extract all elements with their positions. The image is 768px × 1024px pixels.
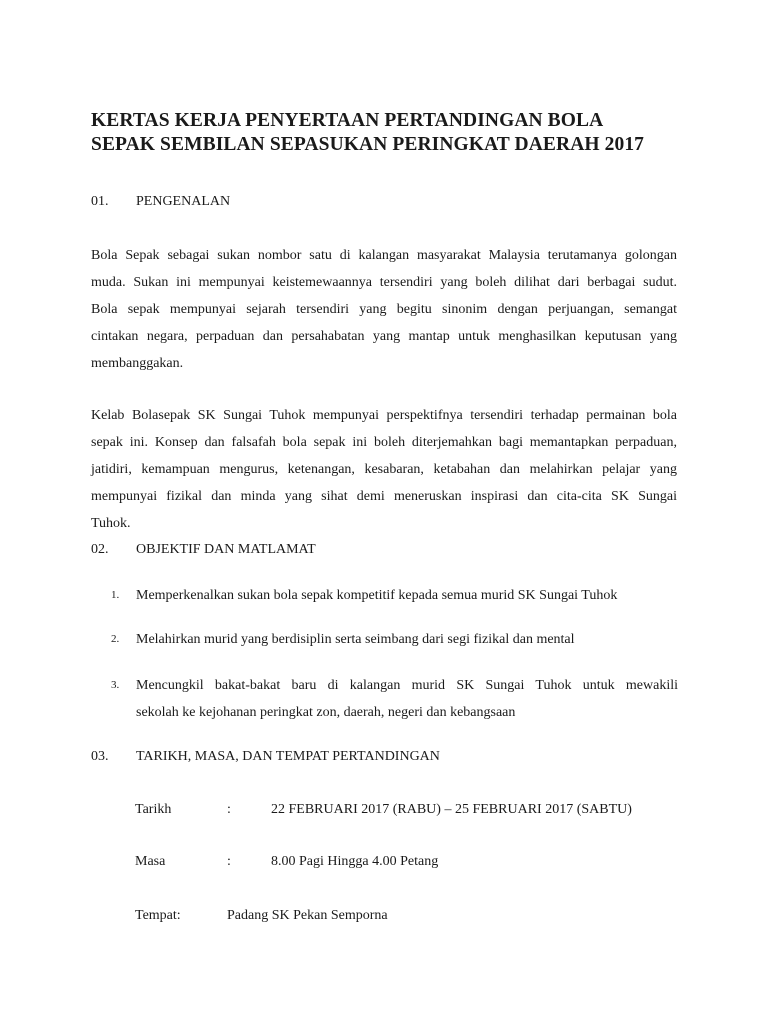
list-marker: 3.: [111, 679, 120, 691]
list-marker: 1.: [111, 589, 120, 601]
title-line-2: SEPAK SEMBILAN SEPASUKAN PERINGKAT DAERAH 2017: [91, 134, 645, 155]
section-3-heading: [91, 747, 440, 767]
paragraph-line: membanggakan.: [91, 356, 184, 371]
masa-value: 8.00 Pagi Hingga 4.00 Petang: [271, 854, 439, 869]
tarikh-value: 22 FEBRUARI 2017 (RABU) – 25 FEBRUARI 2017 (SABTU): [271, 802, 632, 817]
paragraph-line: Tuhok.: [91, 516, 131, 531]
tarikh-label: Tarikh: [135, 802, 172, 817]
list-marker: 2.: [111, 633, 120, 645]
tempat-value: Padang SK Pekan Semporna: [227, 908, 388, 923]
paragraph-line: Kelab Bolasepak SK Sungai Tuhok mempunyai perspektifnya tersendiri terhadap permainan bola: [91, 408, 677, 423]
section-1-heading: [91, 192, 230, 212]
list-item-line: Mencungkil bakat-bakat baru di kalangan murid SK Sungai Tuhok untuk mewakili: [136, 678, 678, 693]
tempat-label: Tempat:: [135, 908, 181, 923]
title-line-1: KERTAS KERJA PENYERTAAN PERTANDINGAN BOLA: [91, 110, 604, 131]
section-1-title: PENGENALAN: [136, 194, 231, 209]
section-2-heading: [91, 540, 316, 560]
paragraph-line: cintakan negara, perpaduan dan persahabatan yang mantap untuk menghasilkan keputusan yang: [91, 329, 677, 344]
list-item-line: Memperkenalkan sukan bola sepak kompetitif kepada semua murid SK Sungai Tuhok: [136, 588, 618, 603]
paragraph-line: Bola sepak mempunyai sejarah tersendiri yang begitu sinonim dengan perjuangan, semangat: [91, 302, 677, 317]
tarikh-colon: :: [227, 802, 231, 817]
section-3-number: 03.: [91, 749, 109, 764]
paragraph-line: muda. Sukan ini mempunyai keistemewaannya tersendiri yang boleh dilihat dari berbagai sudut.: [91, 275, 677, 290]
list-item-line: Melahirkan murid yang berdisiplin serta seimbang dari segi fizikal dan mental: [136, 632, 575, 647]
masa-label: Masa: [135, 854, 166, 869]
paragraph-line: jatidiri, kemampuan mengurus, ketenangan, kesabaran, ketabahan dan melahirkan pelajar yang: [91, 462, 677, 477]
document-title: [91, 109, 691, 157]
section-1-number: 01.: [91, 194, 109, 209]
masa-colon: :: [227, 854, 231, 869]
list-item-text: [136, 672, 678, 726]
list-item-text: [136, 582, 678, 609]
section-1-paragraph-2: [91, 402, 677, 537]
paragraph-line: mempunyai fizikal dan minda yang sihat demi meneruskan inspirasi dan cita-cita SK Sungai: [91, 489, 677, 504]
section-2-title: OBJEKTIF DAN MATLAMAT: [136, 542, 316, 557]
section-1-paragraph-1: [91, 242, 677, 377]
section-3-title: TARIKH, MASA, DAN TEMPAT PERTANDINGAN: [136, 749, 440, 764]
paragraph-line: Bola Sepak sebagai sukan nombor satu di kalangan masyarakat Malaysia terutamanya golongan: [91, 248, 677, 263]
section-2-number: 02.: [91, 542, 109, 557]
list-item-line: sekolah ke kejohanan peringkat zon, daerah, negeri dan kebangsaan: [136, 705, 516, 720]
paragraph-line: sepak ini. Konsep dan falsafah bola sepak ini boleh diterjemahkan bagi memantapkan perpaduan,: [91, 435, 677, 450]
list-item-text: [136, 626, 678, 653]
